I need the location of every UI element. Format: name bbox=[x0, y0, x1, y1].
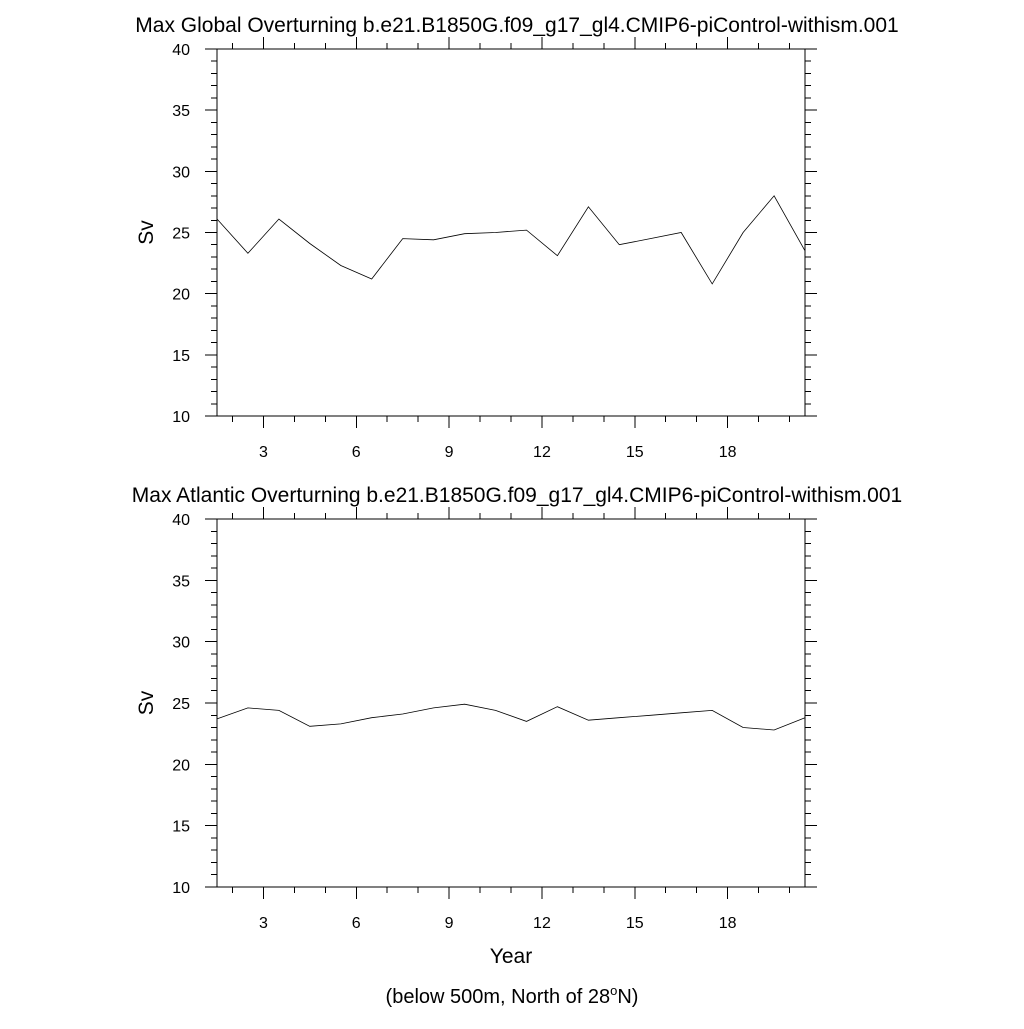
footnote-prefix: (below 500m, North of 28 bbox=[386, 986, 611, 1008]
footnote-suffix: N) bbox=[617, 986, 638, 1008]
plot-frame bbox=[217, 519, 805, 887]
x-tick-label: 9 bbox=[445, 915, 454, 932]
y-axis-label: Sv bbox=[135, 690, 158, 715]
series-line bbox=[217, 196, 805, 284]
y-tick-label: 30 bbox=[172, 635, 190, 652]
x-tick-label: 18 bbox=[719, 444, 737, 461]
x-tick-label: 6 bbox=[352, 444, 361, 461]
series-line bbox=[217, 704, 805, 730]
y-tick-label: 35 bbox=[172, 573, 190, 590]
x-tick-label: 9 bbox=[445, 444, 454, 461]
y-tick-label: 25 bbox=[172, 226, 190, 243]
x-tick-label: 3 bbox=[259, 915, 268, 932]
footnote bbox=[386, 983, 639, 1008]
global-overturning-panel bbox=[135, 14, 899, 461]
y-tick-label: 40 bbox=[172, 512, 190, 529]
chart-title: Max Global Overturning b.e21.B1850G.f09_g17_gl4.CMIP6-piControl-withism.001 bbox=[135, 14, 898, 37]
y-tick-label: 10 bbox=[172, 880, 190, 897]
y-tick-label: 40 bbox=[172, 42, 190, 59]
chart-title: Max Atlantic Overturning b.e21.B1850G.f09_g17_gl4.CMIP6-piControl-withism.001 bbox=[132, 484, 902, 507]
y-tick-label: 15 bbox=[172, 819, 190, 836]
x-tick-label: 18 bbox=[719, 915, 737, 932]
x-tick-label: 3 bbox=[259, 444, 268, 461]
y-tick-label: 20 bbox=[172, 757, 190, 774]
x-tick-label: 15 bbox=[626, 444, 644, 461]
y-tick-label: 20 bbox=[172, 287, 190, 304]
y-tick-label: 15 bbox=[172, 348, 190, 365]
y-tick-label: 30 bbox=[172, 164, 190, 181]
footnote-superscript: o bbox=[610, 983, 617, 998]
x-tick-label: 12 bbox=[533, 444, 551, 461]
x-tick-label: 15 bbox=[626, 915, 644, 932]
plot-frame bbox=[217, 49, 805, 416]
x-axis-label: Year bbox=[490, 945, 532, 968]
atlantic-overturning-panel bbox=[132, 484, 902, 968]
x-tick-label: 12 bbox=[533, 915, 551, 932]
y-axis-label: Sv bbox=[135, 220, 158, 245]
x-tick-label: 6 bbox=[352, 915, 361, 932]
y-tick-label: 35 bbox=[172, 103, 190, 120]
y-tick-label: 10 bbox=[172, 409, 190, 426]
y-tick-label: 25 bbox=[172, 696, 190, 713]
